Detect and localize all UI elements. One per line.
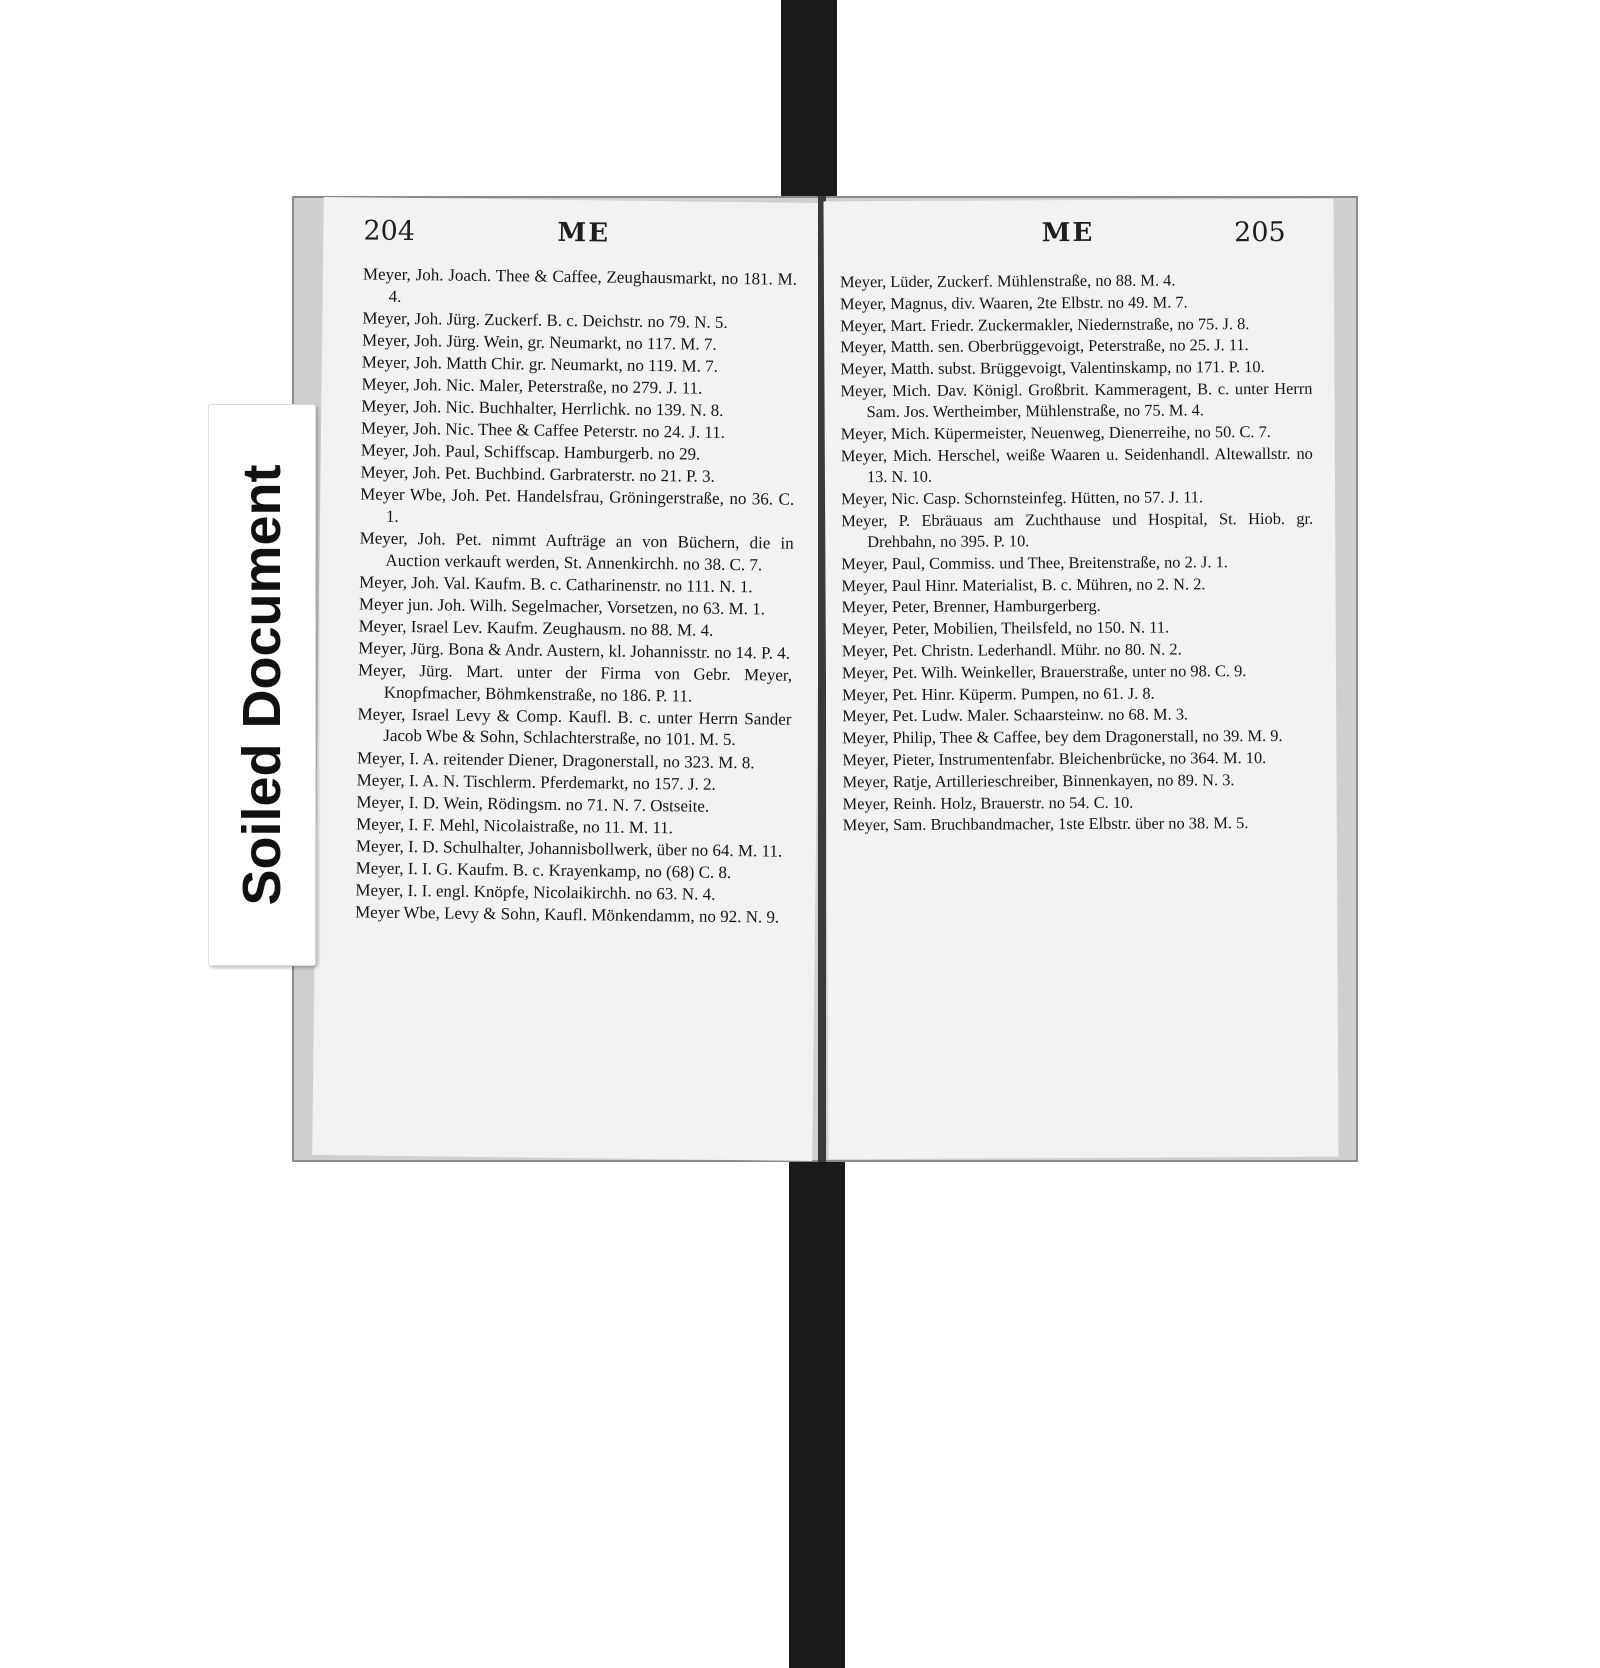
directory-entry: Meyer, Joh. Joach. Thee & Caffee, Zeughausmarkt, no 181. M. 4.: [362, 264, 798, 306]
directory-entry: Meyer, Matth. sen. Oberbrüggevoigt, Peterstraße, no 25. J. 11.: [840, 335, 1249, 357]
left-page-number: 204: [363, 215, 416, 248]
directory-entry: Meyer, Ratje, Artillerieschreiber, Binnenkayen, no 89. N. 3.: [842, 770, 1235, 792]
directory-entry: Meyer, Joh. Matth Chir. gr. Neumarkt, no 119. M. 7.: [361, 352, 719, 376]
directory-entry: Meyer Wbe, Levy & Sohn, Kaufl. Mönkendamm, no 92. N. 9.: [355, 902, 780, 927]
directory-entry: Meyer, Pieter, Instrumentenfabr. Bleichenbrücke, no 364. M. 10.: [842, 748, 1267, 770]
directory-entry: Meyer, Peter, Brenner, Hamburgerberg.: [841, 596, 1101, 617]
open-book: [292, 196, 1358, 1162]
directory-entry: Meyer, Joh. Paul, Schiffscap. Hamburgerb. no 29.: [360, 440, 701, 464]
directory-entry: Meyer, Israel Levy & Comp. Kaufl. B. c. unter Herrn Sander Jacob Wbe & Sohn, Schlachterstraße, no 101. M. 5.: [357, 704, 792, 750]
condition-label-text: Soiled Document: [232, 464, 292, 906]
directory-entry: Meyer, P. Ebräuaus am Zuchthause und Hospital, St. Hiob. gr. Drehbahn, no 395. P. 10.: [841, 508, 1314, 552]
right-page-number: 205: [1234, 216, 1286, 249]
directory-entry: Meyer, I. D. Schulhalter, Johannisbollwerk, über no 64. M. 11.: [355, 836, 783, 861]
directory-entry: Meyer, Jürg. Mart. unter der Firma von Gebr. Meyer, Knopfmacher, Böhmkenstraße, no 186. P. 11.: [357, 660, 793, 706]
directory-entry: Meyer, Joh. Nic. Thee & Caffee Peterstr. no 24. J. 11.: [360, 418, 726, 443]
directory-entry: Meyer jun. Joh. Wilh. Segelmacher, Vorsetzen, no 63. M. 1.: [358, 594, 766, 619]
spine-band-top: [781, 0, 837, 205]
directory-entry: Meyer Wbe, Joh. Pet. Handelsfrau, Gröningerstraße, no 36. C. 1.: [360, 484, 795, 526]
left-entry-list: [315, 255, 823, 929]
directory-entry: Meyer, Joh. Pet. nimmt Aufträge an von Büchern, die in Auction verkauft werden, St. Annenkirchh. no 38. C. 7.: [359, 528, 794, 575]
left-section-head: ME: [557, 217, 611, 249]
directory-entry: Meyer, Mich. Küpermeister, Neuenweg, Dienerreihe, no 50. C. 7.: [840, 422, 1271, 444]
directory-entry: Meyer, Joh. Val. Kaufm. B. c. Catharinenstr. no 111. N. 1.: [359, 572, 753, 597]
directory-entry: Meyer, Lüder, Zuckerf. Mühlenstraße, no 88. M. 4.: [839, 270, 1176, 292]
right-page: [823, 199, 1338, 1160]
directory-entry: Meyer, Jürg. Bona & Andr. Austern, kl. Johannisstr. no 14. P. 4.: [358, 638, 791, 663]
directory-entry: Meyer, Paul, Commiss. und Thee, Breitenstraße, no 2. J. 1.: [841, 552, 1228, 574]
directory-entry: Meyer, Joh. Pet. Buchbind. Garbraterstr. no 21. P. 3.: [360, 462, 715, 487]
left-page: [312, 197, 824, 1161]
right-entry-list: [824, 257, 1337, 836]
directory-entry: Meyer, Nic. Casp. Schornsteinfeg. Hütten, no 57. J. 11.: [841, 487, 1204, 509]
directory-entry: Meyer, Mich. Herschel, weiße Waaren u. Seidenhandl. Altewallstr. no 13. N. 10.: [840, 443, 1313, 487]
directory-entry: Meyer, I. A. reitender Diener, Dragonerstall, no 323. M. 8.: [356, 747, 755, 772]
directory-entry: Meyer, Paul Hinr. Materialist, B. c. Mühren, no 2. N. 2.: [841, 574, 1206, 595]
directory-entry: Meyer, I. I. G. Kaufm. B. c. Krayenkamp, no (68) C. 8.: [355, 858, 732, 883]
directory-entry: Meyer, I. A. N. Tischlerm. Pferdemarkt, no 157. J. 2.: [356, 770, 716, 794]
directory-entry: Meyer, Peter, Mobilien, Theilsfeld, no 150. N. 11.: [841, 617, 1170, 639]
directory-entry: Meyer, Reinh. Holz, Brauerstr. no 54. C. 10.: [842, 792, 1134, 813]
directory-entry: Meyer, Sam. Bruchbandmacher, 1ste Elbstr. über no 38. M. 5.: [842, 813, 1249, 835]
directory-entry: Meyer, I. F. Mehl, Nicolaistraße, no 11. M. 11.: [356, 814, 674, 838]
directory-entry: Meyer, Magnus, div. Waaren, 2te Elbstr. no 49. M. 7.: [839, 292, 1188, 314]
right-section-head: ME: [1041, 217, 1095, 249]
directory-entry: Meyer, Pet. Ludw. Maler. Schaarsteinw. no 68. M. 3.: [842, 704, 1189, 726]
directory-entry: Meyer, Joh. Jürg. Wein, gr. Neumarkt, no 117. M. 7.: [362, 330, 717, 354]
directory-entry: Meyer, Joh. Jürg. Zuckerf. B. c. Deichstr. no 79. N. 5.: [362, 308, 728, 332]
directory-entry: Meyer, Pet. Christn. Lederhandl. Mühr. no 80. N. 2.: [841, 639, 1182, 661]
directory-entry: Meyer, Mich. Dav. Königl. Großbrit. Kammeragent, B. c. unter Herrn Sam. Jos. Wertheimber, Mühlenstraße, no 75. M. 4.: [840, 378, 1313, 422]
directory-entry: Meyer, Pet. Wilh. Weinkeller, Brauerstraße, unter no 98. C. 9.: [841, 660, 1247, 683]
directory-entry: Meyer, I. D. Wein, Rödingsm. no 71. N. 7. Ostseite.: [356, 792, 710, 816]
directory-entry: Meyer, Pet. Hinr. Küperm. Pumpen, no 61. J. 8.: [842, 683, 1155, 704]
directory-entry: Meyer, Philip, Thee & Caffee, bey dem Dragonerstall, no 39. M. 9.: [842, 726, 1283, 748]
directory-entry: Meyer, Mart. Friedr. Zuckermakler, Niedernstraße, no 75. J. 8.: [840, 313, 1250, 335]
condition-label: [208, 404, 316, 966]
directory-entry: Meyer, Joh. Nic. Maler, Peterstraße, no 279. J. 11.: [361, 374, 703, 398]
left-running-head: [323, 197, 824, 261]
directory-entry: Meyer, Israel Lev. Kaufm. Zeughausm. no 88. M. 4.: [358, 616, 714, 640]
directory-entry: Meyer, Joh. Nic. Buchhalter, Herrlichk. no 139. N. 8.: [361, 396, 724, 420]
spine-band-bottom: [789, 1150, 845, 1668]
right-running-head: [823, 199, 1333, 260]
directory-entry: Meyer, Matth. subst. Brüggevoigt, Valentinskamp, no 171. P. 10.: [840, 357, 1265, 379]
directory-entry: Meyer, I. I. engl. Knöpfe, Nicolaikirchh. no 63. N. 4.: [355, 880, 716, 904]
